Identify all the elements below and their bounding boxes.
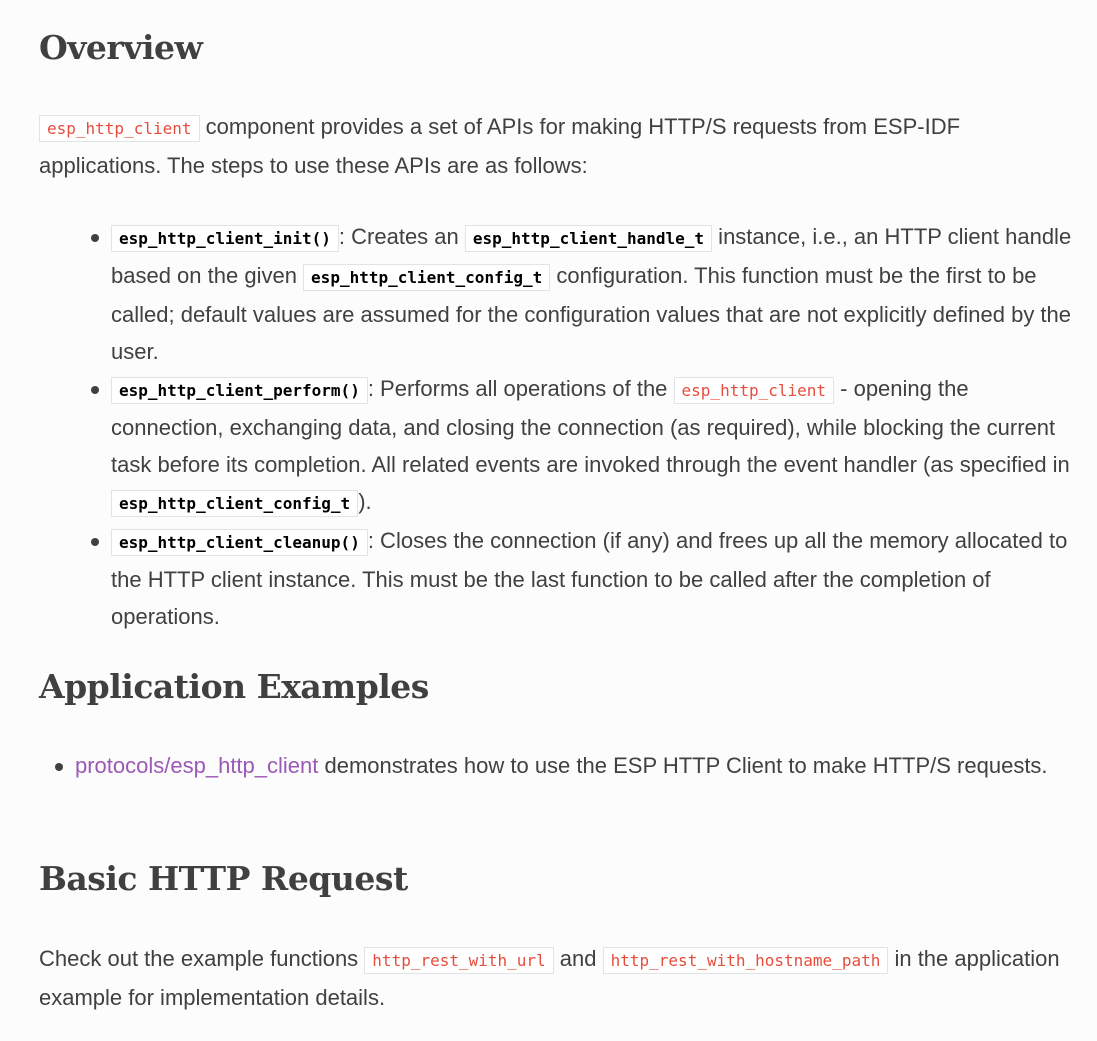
step-text: : Performs all operations of the (367, 376, 674, 401)
example-text: demonstrates how to use the ESP HTTP Client to make HTTP/S requests. (318, 753, 1048, 778)
inline-code-init[interactable]: esp_http_client_init() (111, 225, 339, 252)
step-text: - opening the connection, exchanging data, and closing the connection (as required), while blocking the current task before its completion. All related events are invoked through the event handler (as specified in (111, 376, 1070, 477)
inline-code-perform[interactable]: esp_http_client_perform() (111, 377, 368, 404)
step-text: : Creates an (338, 224, 465, 249)
list-item-cleanup (111, 522, 1081, 635)
basic-text: and (553, 946, 603, 971)
step-text: ). (358, 489, 372, 514)
list-item-init (111, 218, 1081, 370)
examples-list (75, 747, 1075, 784)
basic-text: Check out the example functions (39, 946, 365, 971)
list-item-example (75, 747, 1075, 784)
heading-overview: Overview (39, 28, 203, 67)
inline-code-esp-http-client: esp_http_client (674, 377, 835, 404)
overview-intro-paragraph (39, 108, 1069, 184)
intro-text: component provides a set of APIs for making HTTP/S requests from ESP-IDF applications. The steps to use these APIs are as follows: (39, 114, 961, 178)
inline-code-esp-http-client: esp_http_client (39, 115, 200, 142)
inline-code-cleanup[interactable]: esp_http_client_cleanup() (111, 529, 368, 556)
inline-code-config-t[interactable]: esp_http_client_config_t (111, 490, 358, 517)
steps-list (111, 218, 1081, 635)
example-link-esp-http-client[interactable]: protocols/esp_http_client (75, 753, 319, 778)
inline-code-rest-with-hostname-path: http_rest_with_hostname_path (603, 947, 889, 974)
inline-code-config-t[interactable]: esp_http_client_config_t (303, 264, 550, 291)
step-text: : Closes the connection (if any) and frees up all the memory allocated to the HTTP client instance. This must be the last function to be called after the completion of operations. (111, 528, 1068, 629)
inline-code-handle-t[interactable]: esp_http_client_handle_t (465, 225, 712, 252)
basic-request-paragraph (39, 940, 1069, 1016)
heading-application-examples: Application Examples (39, 667, 429, 706)
inline-code-rest-with-url: http_rest_with_url (364, 947, 553, 974)
step-text: configuration. This function must be the first to be called; default values are assumed for the configuration values that are not explicitly defined by the user. (111, 263, 1072, 364)
list-item-perform (111, 370, 1081, 522)
step-text: instance, i.e., an HTTP client handle based on the given (111, 224, 1072, 288)
heading-basic-http-request: Basic HTTP Request (39, 859, 408, 898)
basic-text: in the application example for implementation details. (39, 946, 1060, 1010)
